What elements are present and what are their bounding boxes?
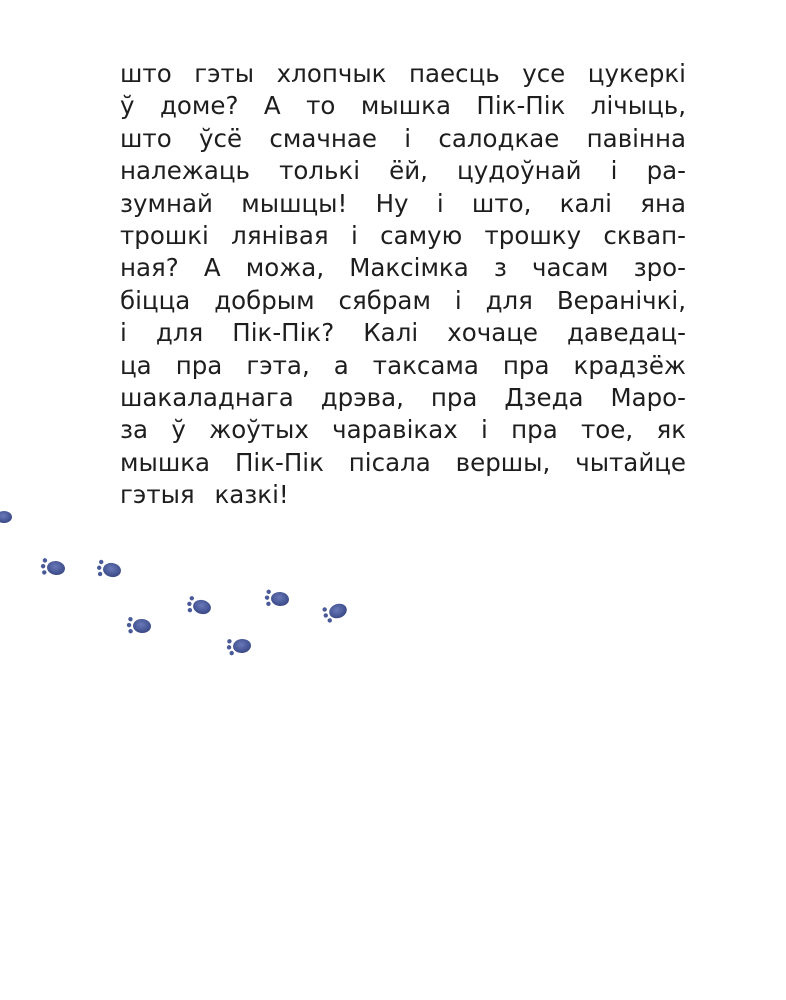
- text-line: мышка Пік-Пік пісала вершы, чытайце: [120, 447, 686, 477]
- paw-print-icon: [40, 558, 66, 578]
- text-line: што гэты хлопчык паесць усе цукеркі: [120, 59, 686, 88]
- text-line: зумнай мышцы! Ну і што, калі яна: [120, 188, 686, 218]
- body-text: [120, 58, 686, 511]
- text-line: шакаладнага дрэва, пра Дзеда Маро-: [120, 382, 686, 412]
- text-line: ная? А можа, Максімка з часам зро-: [120, 253, 686, 283]
- text-line: за ў жоўтых чаравіках і пра тое, як: [120, 415, 686, 445]
- paw-print-icon: [126, 617, 151, 635]
- paw-print-icon: [321, 600, 349, 624]
- text-line: што ўсё смачнае і салодкае павінна: [120, 123, 686, 153]
- paw-print-icon: [96, 559, 123, 579]
- text-line: біцца добрым сябрам і для Веранічкі,: [120, 285, 686, 315]
- paw-print-icon: [185, 595, 212, 617]
- text-line: ў доме? А то мышка Пік-Пік лічыць,: [120, 91, 686, 121]
- paw-print-icon: [264, 589, 290, 608]
- text-line: трошкі лянівая і самую трошку сквап-: [120, 220, 686, 250]
- text-line: і для Пік-Пік? Калі хочаце даведац-: [120, 318, 686, 348]
- text-line: належаць толькі ёй, цудоўнай і ра-: [120, 156, 686, 186]
- paw-print-icon: [0, 511, 12, 523]
- text-line: гэтыя казкі!: [120, 480, 289, 510]
- paw-print-icon: [226, 637, 252, 656]
- text-line: ца пра гэта, а таксама пра крадзёж: [120, 350, 686, 380]
